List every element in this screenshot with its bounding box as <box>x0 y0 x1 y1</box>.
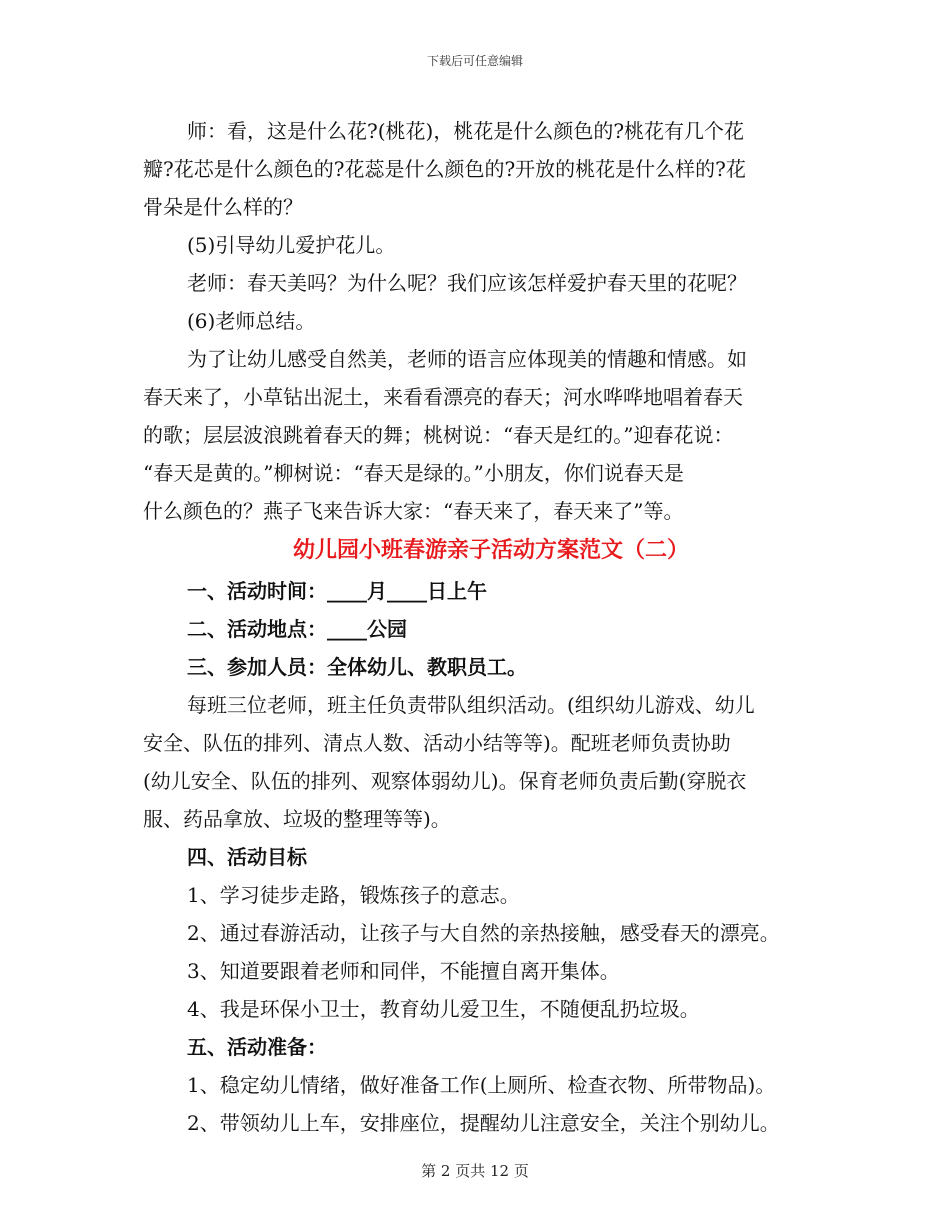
paragraph-line: 安全、队伍的排列、清点人数、活动小结等等)。配班老师负责协助 <box>143 731 731 755</box>
section-heading-time: 一、活动时间：____月____日上午 <box>187 579 487 603</box>
paragraph-line: “春天是黄的。”柳树说：“春天是绿的。”小朋友，你们说春天是 <box>143 461 684 485</box>
list-item: 4、我是环保小卫士，教育幼儿爱卫生，不随便乱扔垃圾。 <box>187 997 700 1021</box>
paragraph-line: 的歌；层层波浪跳着春天的舞；桃树说：“春天是红的。”迎春花说： <box>143 423 734 447</box>
list-item: 1、学习徒步走路，锻炼孩子的意志。 <box>187 883 520 907</box>
page-footer: 第 2 页共 12 页 <box>421 1162 529 1180</box>
section-heading-goals: 四、活动目标 <box>187 845 307 869</box>
list-item: 3、知道要跟着老师和同伴，不能擅自离开集体。 <box>187 959 620 983</box>
paragraph-line: 每班三位老师，班主任负责带队组织活动。(组织幼儿游戏、幼儿 <box>187 693 755 717</box>
paragraph-line: (幼儿安全、队伍的排列、观察体弱幼儿)。保育老师负责后勤(穿脱衣 <box>143 769 747 793</box>
step-5: (5)引导幼儿爱护花儿。 <box>187 233 396 257</box>
step-6: (6)老师总结。 <box>187 309 316 333</box>
section-heading-preparation: 五、活动准备： <box>187 1035 327 1059</box>
paragraph-line: 师：看，这是什么花?(桃花)，桃花是什么颜色的?桃花有几个花 <box>187 119 745 143</box>
page-header: 下载后可任意编辑 <box>426 54 523 68</box>
paragraph-line: 服、药品拿放、垃圾的整理等等)。 <box>143 807 451 831</box>
paragraph-line: 什么颜色的？燕子飞来告诉大家：“春天来了，春天来了”等。 <box>143 499 684 523</box>
section-title: 幼儿园小班春游亲子活动方案范文（二） <box>292 537 689 563</box>
list-item: 2、带领幼儿上车，安排座位，提醒幼儿注意安全，关注个别幼儿。 <box>187 1111 780 1135</box>
section-heading-participants: 三、参加人员：全体幼儿、教职员工。 <box>187 655 527 679</box>
paragraph-line: 瓣?花芯是什么颜色的?花蕊是什么颜色的?开放的桃花是什么样的?花 <box>143 157 746 181</box>
paragraph-line: 老师：春天美吗？为什么呢？我们应该怎样爱护春天里的花呢？ <box>187 271 747 295</box>
document-body <box>143 112 823 1142</box>
list-item: 2、通过春游活动，让孩子与大自然的亲热接触，感受春天的漂亮。 <box>187 921 780 945</box>
section-heading-location: 二、活动地点：____公园 <box>187 617 407 641</box>
paragraph-line: 为了让幼儿感受自然美，老师的语言应体现美的情趣和情感。如 <box>187 347 747 371</box>
list-item: 1、稳定幼儿情绪，做好准备工作(上厕所、检查衣物、所带物品)。 <box>187 1073 776 1097</box>
paragraph-line: 骨朵是什么样的？ <box>143 195 303 219</box>
paragraph-line: 春天来了，小草钻出泥土，来看看漂亮的春天；河水哗哗地唱着春天 <box>143 385 743 409</box>
